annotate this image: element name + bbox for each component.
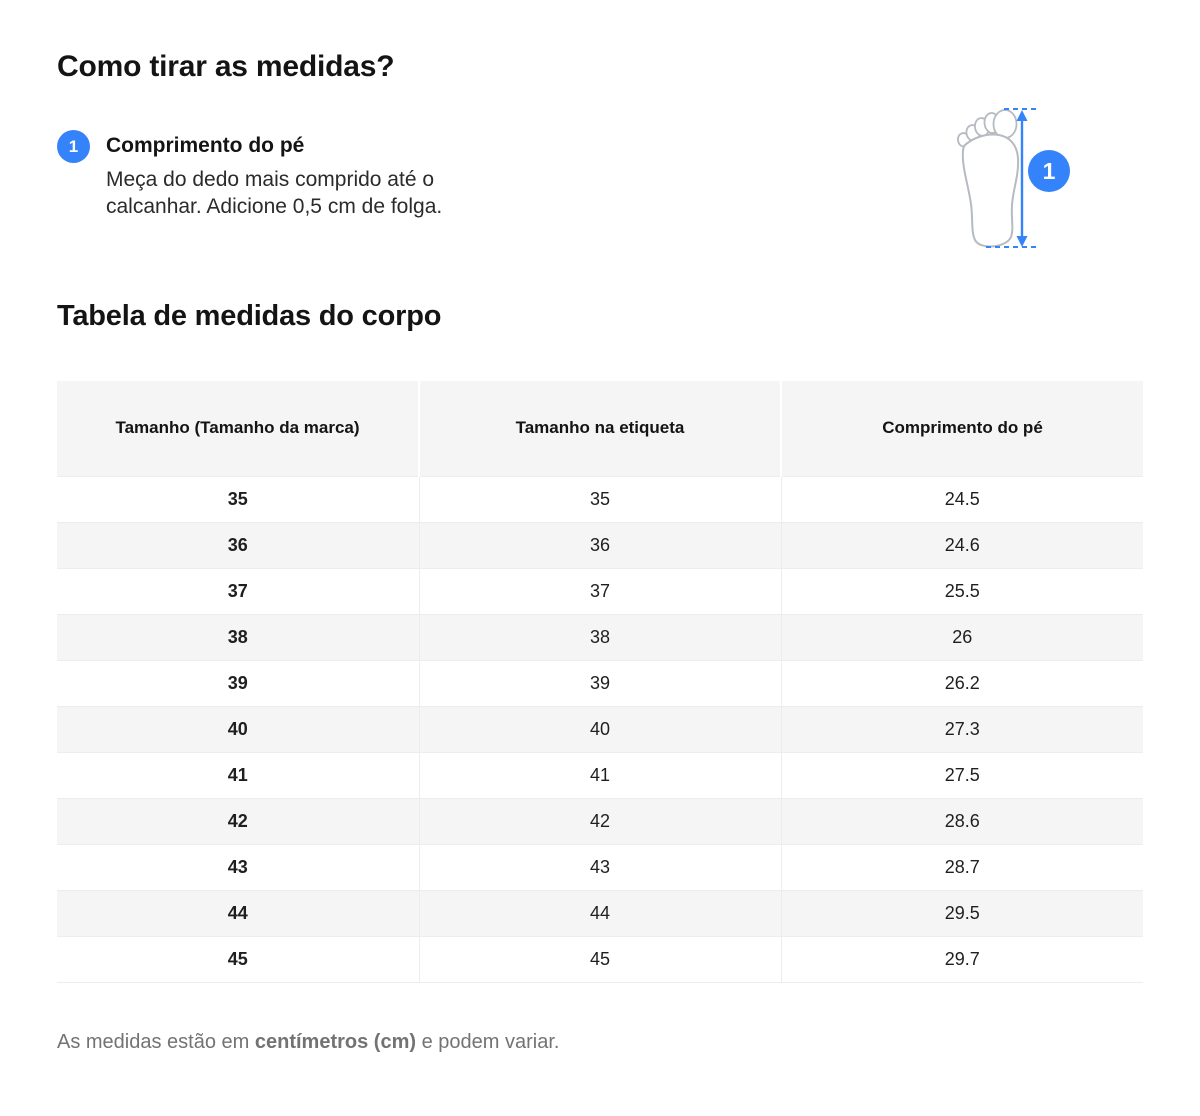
cell-foot-length: 24.6 [781,522,1143,568]
cell-brand-size: 39 [57,660,419,706]
cell-label-size: 35 [419,476,781,522]
header-foot-length: Comprimento do pé [781,381,1143,476]
cell-brand-size: 37 [57,568,419,614]
table-row [57,798,1143,844]
header-label-size: Tamanho na etiqueta [419,381,781,476]
cell-foot-length: 28.7 [781,844,1143,890]
cell-foot-length: 28.6 [781,798,1143,844]
cell-brand-size: 35 [57,476,419,522]
page-title: Como tirar as medidas? [57,50,395,83]
step-body [106,130,506,220]
cell-label-size: 41 [419,752,781,798]
table-row [57,660,1143,706]
table-body [57,476,1143,982]
cell-brand-size: 36 [57,522,419,568]
table-row [57,890,1143,936]
measure-marker-badge [1028,150,1070,192]
foot-outline [963,135,1018,247]
table-row [57,706,1143,752]
cell-foot-length: 25.5 [781,568,1143,614]
measure-marker-label: 1 [1042,158,1056,184]
cell-brand-size: 42 [57,798,419,844]
table-row [57,936,1143,982]
step-description: Meça do dedo mais comprido até o calcanhar. Adicione 0,5 cm de folga. [106,168,443,218]
cell-brand-size: 43 [57,844,419,890]
table-section-title: Tabela de medidas do corpo [57,300,442,332]
cell-foot-length: 29.5 [781,890,1143,936]
step-title: Comprimento do pé [106,134,305,157]
body-measurements-table [57,381,1143,983]
table-row [57,568,1143,614]
table-row [57,844,1143,890]
footnote-units: centímetros (cm) [254,1030,417,1053]
cell-brand-size: 38 [57,614,419,660]
cell-label-size: 38 [419,614,781,660]
table-row [57,522,1143,568]
foot-measurement-illustration [942,98,1077,258]
cell-foot-length: 26.2 [781,660,1143,706]
footnote-suffix: e podem variar. [416,1030,560,1053]
cell-label-size: 36 [419,522,781,568]
cell-label-size: 40 [419,706,781,752]
cell-label-size: 44 [419,890,781,936]
cell-foot-length: 27.5 [781,752,1143,798]
cell-brand-size: 40 [57,706,419,752]
cell-label-size: 39 [419,660,781,706]
table-row [57,614,1143,660]
header-brand-size: Tamanho (Tamanho da marca) [57,381,419,476]
step-number-badge: 1 [57,130,90,163]
cell-label-size: 37 [419,568,781,614]
measure-arrow [1017,110,1028,247]
footnote-prefix: As medidas estão em [57,1030,255,1053]
cell-foot-length: 24.5 [781,476,1143,522]
cell-foot-length: 29.7 [781,936,1143,982]
cell-foot-length: 27.3 [781,706,1143,752]
units-footnote [57,1031,1143,1054]
cell-foot-length: 26 [781,614,1143,660]
table-row [57,476,1143,522]
cell-label-size: 42 [419,798,781,844]
cell-label-size: 43 [419,844,781,890]
table-header [57,381,1143,476]
cell-brand-size: 45 [57,936,419,982]
table-row [57,752,1143,798]
cell-brand-size: 41 [57,752,419,798]
cell-brand-size: 44 [57,890,419,936]
cell-label-size: 45 [419,936,781,982]
table-header-row [57,381,1143,476]
